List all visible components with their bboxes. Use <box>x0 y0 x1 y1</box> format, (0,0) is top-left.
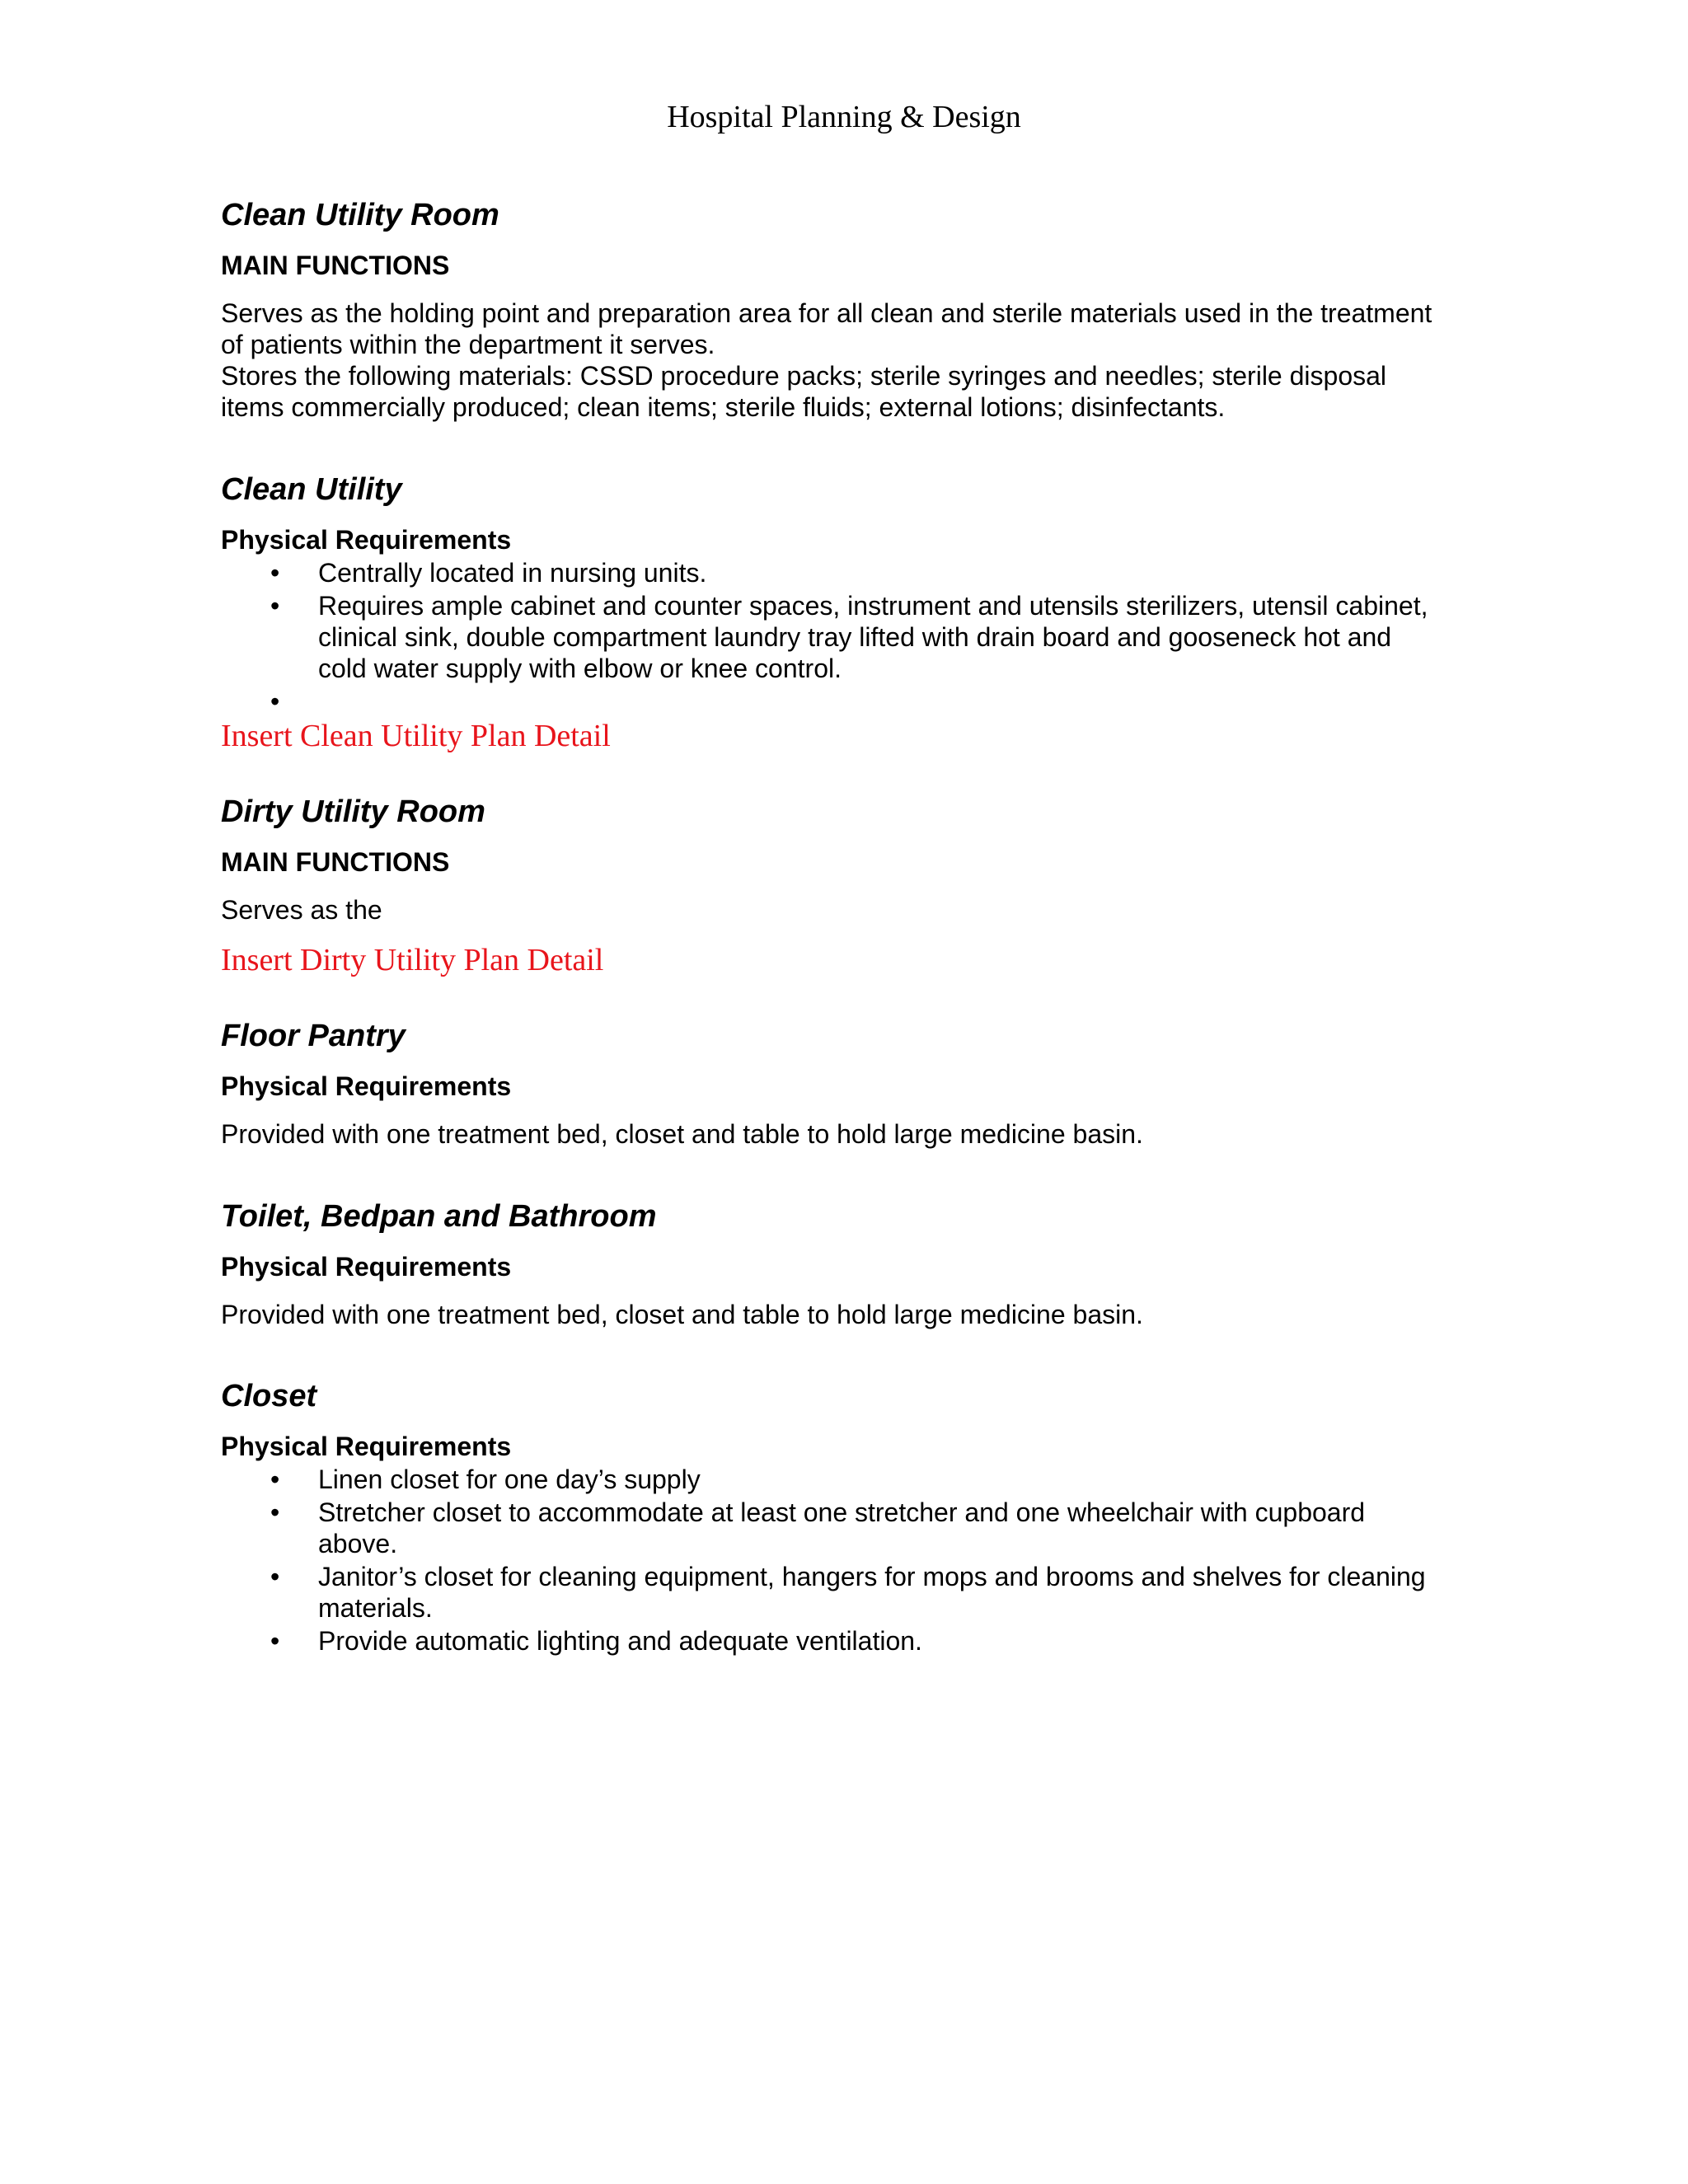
body-line: of patients within the department it serves. <box>221 330 715 359</box>
list-item <box>221 1561 1490 1624</box>
bullet-list-closet <box>221 1464 1490 1658</box>
list-item <box>221 590 1490 684</box>
body-line: items commercially produced; clean items; sterile fluids; external lotions; disinfectants. <box>221 392 1226 422</box>
bullet-list-clean-utility <box>221 557 1490 719</box>
subtitle-main-functions: MAIN FUNCTIONS <box>221 847 450 877</box>
body-line: Serves as the <box>221 895 382 925</box>
subtitle-physical-requirements: Physical Requirements <box>221 525 512 555</box>
list-item-text: cold water supply with elbow or knee control. <box>318 654 842 683</box>
plan-detail-placeholder: Insert Clean Utility Plan Detail <box>221 719 611 753</box>
body-line: Provided with one treatment bed, closet and table to hold large medicine basin. <box>221 1300 1143 1329</box>
section-title-clean-utility-room: Clean Utility Room <box>221 198 499 232</box>
list-item <box>221 1464 1490 1495</box>
bullet-icon: • <box>270 1626 280 1656</box>
body-line: Provided with one treatment bed, closet and table to hold large medicine basin. <box>221 1119 1143 1149</box>
list-item <box>221 1625 1490 1657</box>
list-item-text: Linen closet for one day’s supply <box>318 1465 701 1494</box>
list-item-text: materials. <box>318 1593 433 1623</box>
list-item-text: clinical sink, double compartment laundry tray lifted with drain board and gooseneck hot and <box>318 622 1392 652</box>
subtitle-physical-requirements: Physical Requirements <box>221 1432 512 1461</box>
bullet-icon: • <box>270 1562 280 1591</box>
section-title-dirty-utility-room: Dirty Utility Room <box>221 794 485 829</box>
section-title-clean-utility: Clean Utility <box>221 472 402 507</box>
list-item-text: Requires ample cabinet and counter spaces, instrument and utensils sterilizers, utensil cabinet, <box>318 591 1428 621</box>
section-title-floor-pantry: Floor Pantry <box>221 1019 406 1053</box>
bullet-icon: • <box>270 1497 280 1527</box>
list-item-text: Provide automatic lighting and adequate ventilation. <box>318 1626 922 1656</box>
bullet-icon: • <box>270 558 280 588</box>
bullet-icon: • <box>270 1465 280 1494</box>
section-title-toilet-bedpan-bathroom: Toilet, Bedpan and Bathroom <box>221 1199 657 1234</box>
plan-detail-placeholder: Insert Dirty Utility Plan Detail <box>221 943 604 977</box>
subtitle-physical-requirements: Physical Requirements <box>221 1071 512 1101</box>
body-line: Stores the following materials: CSSD procedure packs; sterile syringes and needles; sterile disposal <box>221 361 1387 391</box>
list-item <box>221 686 1490 717</box>
section-title-closet: Closet <box>221 1379 317 1413</box>
bullet-icon: • <box>270 687 280 716</box>
list-item-text: Stretcher closet to accommodate at least one stretcher and one wheelchair with cupboard <box>318 1497 1366 1527</box>
running-header: Hospital Planning & Design <box>667 100 1021 134</box>
list-item-text: above. <box>318 1529 398 1558</box>
list-item-text: Janitor’s closet for cleaning equipment, hangers for mops and brooms and shelves for cleaning <box>318 1562 1426 1591</box>
list-item <box>221 557 1490 588</box>
subtitle-physical-requirements: Physical Requirements <box>221 1252 512 1282</box>
body-line: Serves as the holding point and preparation area for all clean and sterile materials used in the treatment <box>221 298 1432 328</box>
list-item-text: Centrally located in nursing units. <box>318 558 707 588</box>
bullet-icon: • <box>270 591 280 621</box>
list-item <box>221 1497 1490 1559</box>
subtitle-main-functions: MAIN FUNCTIONS <box>221 251 450 280</box>
